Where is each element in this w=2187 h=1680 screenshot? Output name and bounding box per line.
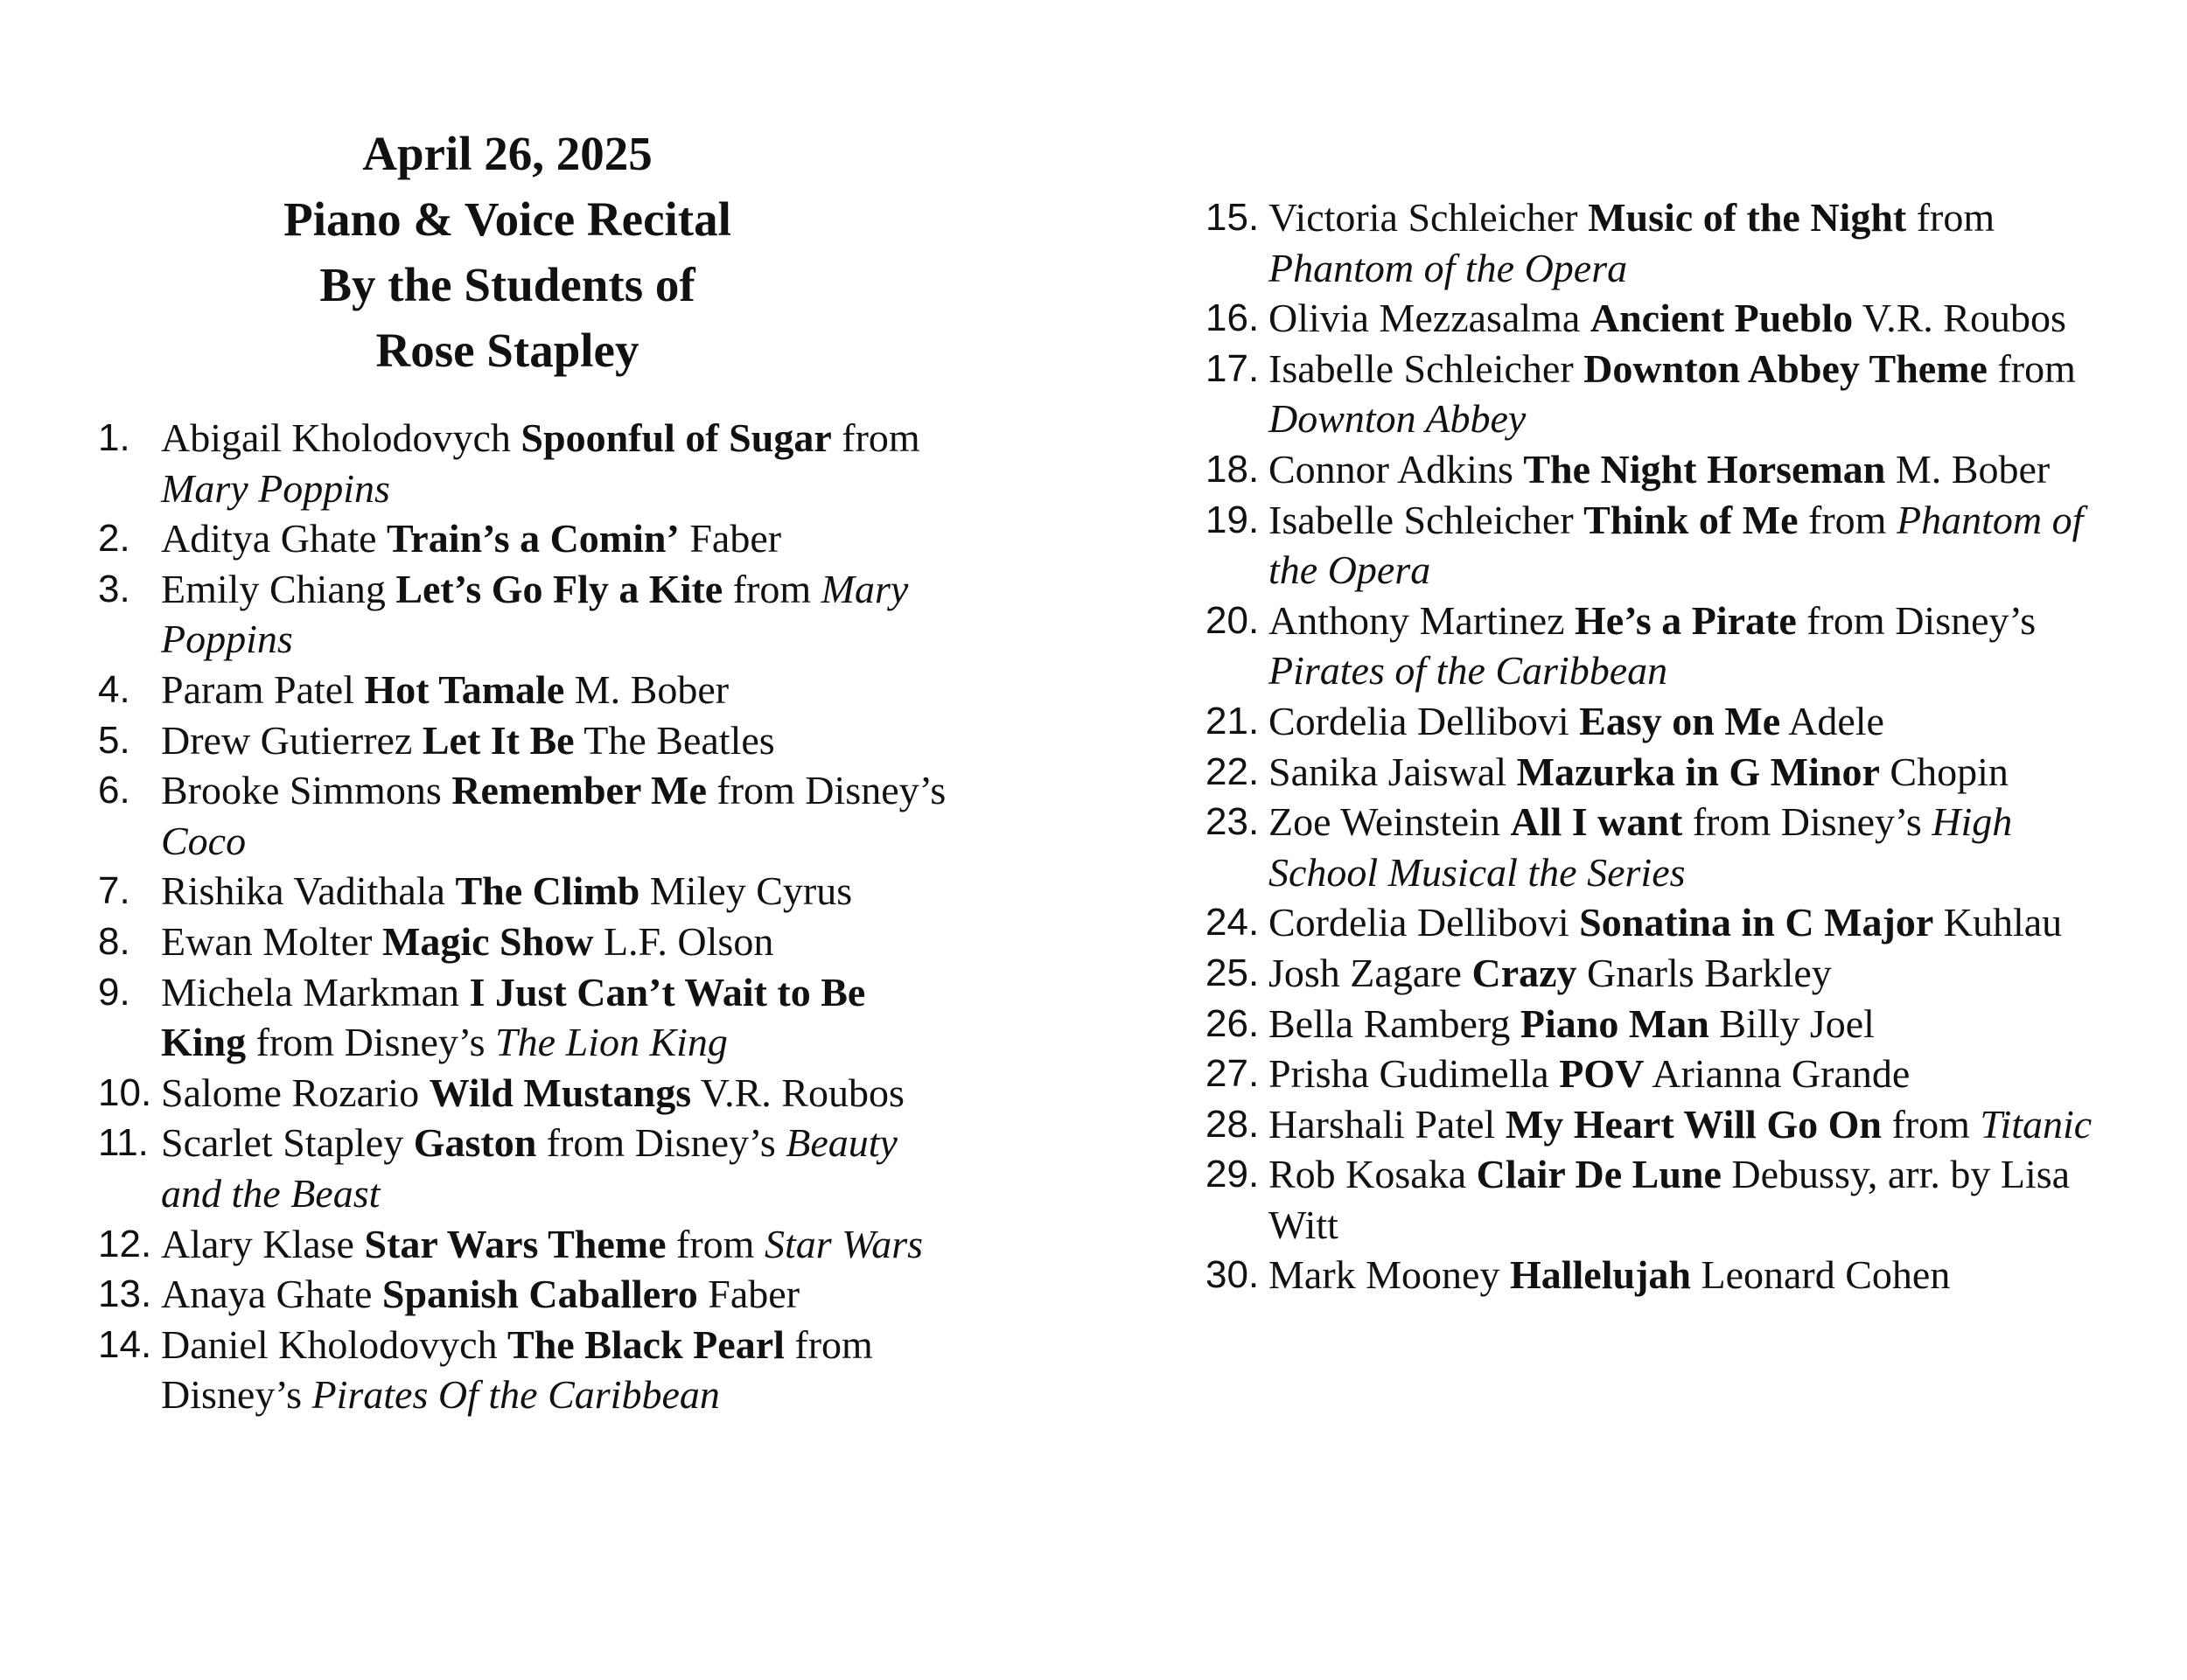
- piece-title: Ancient Pueblo: [1590, 296, 1854, 341]
- source-title: Pirates Of the Caribbean: [311, 1372, 720, 1418]
- recital-title: Piano & Voice Recital: [283, 192, 731, 246]
- item-number: 27.: [1205, 1052, 1260, 1096]
- performer-text: Rishika Vadithala: [161, 868, 456, 914]
- item-number: 7.: [98, 869, 130, 913]
- performer-text: Michela Markman: [161, 969, 470, 1014]
- piece-title: The Black Pearl: [507, 1321, 785, 1367]
- piece-title: Let’s Go Fly a Kite: [395, 566, 723, 611]
- source-title: The Lion King: [495, 1020, 728, 1065]
- item-number: 3.: [98, 567, 130, 610]
- performer-text: Brooke Simmons: [161, 768, 452, 813]
- program-list-left: [98, 413, 955, 1420]
- performer-text: Leonard Cohen: [1691, 1252, 1951, 1298]
- performer-text: from Disney’s: [161, 1321, 873, 1418]
- source-title: Mary Poppins: [161, 465, 390, 511]
- performer-text: from Disney’s: [706, 768, 947, 813]
- program-item: [98, 1269, 955, 1320]
- source-title: Pirates of the Caribbean: [1268, 648, 1668, 694]
- item-number: 29.: [1205, 1153, 1260, 1196]
- item-number: 13.: [98, 1272, 152, 1316]
- piece-title: Piano Man: [1520, 1000, 1709, 1046]
- program-item: [1205, 596, 2124, 696]
- piece-title: Music of the Night: [1588, 195, 1907, 240]
- performer-text: Cordelia Dellibovi: [1268, 900, 1580, 945]
- piece-title: Let It Be: [422, 717, 575, 763]
- program-item: [98, 917, 955, 967]
- performer-text: from: [1906, 195, 1995, 240]
- item-number: 22.: [1205, 749, 1260, 793]
- source-title: Phantom of the Opera: [1268, 245, 1628, 290]
- teacher-name: Rose Stapley: [375, 324, 639, 377]
- piece-title: Clair De Lune: [1476, 1152, 1722, 1197]
- item-number: 12.: [98, 1222, 152, 1265]
- recital-byline: By the Students of: [319, 258, 695, 311]
- item-number: 25.: [1205, 951, 1260, 994]
- piece-title: I Just Can’t Wait to Be King: [161, 969, 866, 1065]
- piece-title: Sonatina in C Major: [1579, 900, 1934, 945]
- item-number: 28.: [1205, 1102, 1260, 1146]
- item-number: 24.: [1205, 901, 1260, 945]
- piece-title: Star Wars Theme: [364, 1221, 667, 1266]
- performer-text: Isabelle Schleicher: [1268, 345, 1584, 391]
- item-number: 19.: [1205, 498, 1260, 541]
- performer-text: Drew Gutierrez: [161, 717, 423, 763]
- piece-title: Think of Me: [1583, 497, 1799, 542]
- performer-text: from Disney’s: [246, 1020, 496, 1065]
- source-title: Star Wars: [764, 1221, 924, 1266]
- item-number: 6.: [98, 769, 130, 812]
- performer-text: from: [831, 415, 920, 460]
- performer-text: Param Patel: [161, 666, 365, 712]
- item-number: 11.: [98, 1121, 149, 1165]
- program-item: [98, 413, 955, 513]
- piece-title: POV: [1559, 1051, 1645, 1097]
- performer-text: Ewan Molter: [161, 918, 382, 964]
- piece-title: Mazurka in G Minor: [1516, 749, 1880, 794]
- performer-text: from: [1881, 1101, 1981, 1147]
- performer-text: Cordelia Dellibovi: [1268, 698, 1580, 743]
- performer-text: Prisha Gudimella: [1268, 1051, 1560, 1097]
- program-item: [98, 1320, 955, 1420]
- item-number: 16.: [1205, 296, 1260, 340]
- performer-text: Chopin: [1879, 749, 2009, 794]
- performer-text: Scarlet Stapley: [161, 1120, 414, 1166]
- performer-text: L.F. Olson: [593, 918, 774, 964]
- item-number: 8.: [98, 919, 130, 963]
- item-number: 2.: [98, 517, 130, 561]
- piece-title: Downton Abbey Theme: [1583, 345, 1988, 391]
- performer-text: Adele: [1780, 698, 1884, 743]
- program-item: [1205, 293, 2124, 344]
- piece-title: All I want: [1510, 799, 1683, 845]
- piece-title: Crazy: [1471, 950, 1577, 995]
- performer-text: M. Bober: [1885, 446, 2051, 491]
- performer-text: The Beatles: [574, 717, 775, 763]
- program-item: [98, 564, 955, 665]
- performer-text: from Disney’s: [1682, 799, 1932, 845]
- performer-text: Anthony Martinez: [1268, 597, 1576, 643]
- program-item: [98, 1219, 955, 1270]
- performer-text: Salome Rozario: [161, 1070, 430, 1115]
- item-number: 26.: [1205, 1001, 1260, 1045]
- item-number: 9.: [98, 970, 130, 1014]
- program-item: [98, 967, 955, 1068]
- program-item: [98, 665, 955, 715]
- piece-title: The Night Horseman: [1523, 446, 1886, 491]
- performer-text: from: [1987, 345, 2076, 391]
- program-item: [98, 513, 955, 564]
- piece-title: Train’s a Comin’: [387, 516, 680, 561]
- piece-title: Magic Show: [381, 918, 594, 964]
- piece-title: Hallelujah: [1509, 1252, 1691, 1298]
- piece-title: Gaston: [413, 1120, 537, 1166]
- performer-text: V.R. Roubos: [691, 1070, 905, 1115]
- performer-text: Zoe Weinstein: [1268, 799, 1511, 845]
- performer-text: Kuhlau: [1933, 900, 2063, 945]
- piece-title: Remember Me: [451, 768, 707, 813]
- performer-text: Billy Joel: [1708, 1000, 1875, 1046]
- performer-text: Bella Ramberg: [1268, 1000, 1520, 1046]
- performer-text: M. Bober: [564, 666, 730, 712]
- performer-text: from Disney’s: [1796, 597, 2037, 643]
- program-list-right: [1205, 192, 2124, 1300]
- program-item: [1205, 999, 2124, 1049]
- program-item: [1205, 192, 2124, 293]
- performer-text: from: [1798, 497, 1897, 542]
- item-number: 15.: [1205, 196, 1260, 239]
- performer-text: Josh Zagare: [1268, 950, 1472, 995]
- piece-title: Wild Mustangs: [429, 1070, 692, 1115]
- performer-text: Connor Adkins: [1268, 446, 1524, 491]
- performer-text: Daniel Kholodovych: [161, 1321, 508, 1367]
- recital-date: April 26, 2025: [362, 127, 653, 180]
- program-item: [1205, 747, 2124, 798]
- program-item: [98, 715, 955, 766]
- program-item: [1205, 797, 2124, 897]
- source-title: Mary Poppins: [161, 566, 909, 662]
- item-number: 14.: [98, 1322, 152, 1366]
- piece-title: My Heart Will Go On: [1505, 1101, 1882, 1147]
- program-item: [1205, 444, 2124, 495]
- performer-text: Olivia Mezzasalma: [1268, 296, 1590, 341]
- piece-title: Spoonful of Sugar: [521, 415, 832, 460]
- program-item: [1205, 1049, 2124, 1099]
- performer-text: Faber: [679, 516, 782, 561]
- performer-text: from: [666, 1221, 765, 1266]
- performer-text: Faber: [697, 1272, 800, 1317]
- item-number: 17.: [1205, 346, 1260, 390]
- performer-text: Sanika Jaiswal: [1268, 749, 1517, 794]
- program-item: [1205, 1250, 2124, 1300]
- performer-text: from Disney’s: [536, 1120, 786, 1166]
- item-number: 21.: [1205, 699, 1260, 742]
- performer-text: Abigail Kholodovych: [161, 415, 521, 460]
- program-heading: [157, 121, 857, 383]
- performer-text: Arianna Grande: [1644, 1051, 1911, 1097]
- program-item: [1205, 344, 2124, 444]
- program-item: [1205, 495, 2124, 596]
- program-item: [98, 866, 955, 917]
- performer-text: Harshali Patel: [1268, 1101, 1506, 1147]
- program-item: [98, 1068, 955, 1119]
- program-item: [98, 1118, 955, 1218]
- source-title: Beauty and the Beast: [161, 1120, 898, 1216]
- source-title: Titanic: [1980, 1101, 2093, 1147]
- item-number: 4.: [98, 667, 130, 711]
- program-item: [1205, 948, 2124, 999]
- performer-text: Mark Mooney: [1268, 1252, 1510, 1298]
- item-number: 30.: [1205, 1253, 1260, 1297]
- performer-text: Victoria Schleicher: [1268, 195, 1589, 240]
- program-item: [1205, 897, 2124, 948]
- performer-text: Isabelle Schleicher: [1268, 497, 1584, 542]
- source-title: High School Musical the Series: [1268, 799, 2013, 895]
- program-item: [1205, 696, 2124, 747]
- performer-text: Alary Klase: [161, 1221, 365, 1266]
- item-number: 23.: [1205, 800, 1260, 844]
- performer-text: Miley Cyrus: [639, 868, 853, 914]
- item-number: 20.: [1205, 598, 1260, 642]
- item-number: 1.: [98, 416, 130, 459]
- piece-title: He’s a Pirate: [1575, 597, 1797, 643]
- performer-text: V.R. Roubos: [1853, 296, 2066, 341]
- performer-text: Anaya Ghate: [161, 1272, 382, 1317]
- item-number: 10.: [98, 1070, 152, 1114]
- source-title: Downton Abbey: [1268, 396, 1527, 442]
- performer-text: Gnarls Barkley: [1576, 950, 1832, 995]
- piece-title: Easy on Me: [1579, 698, 1781, 743]
- performer-text: Debussy, arr. by Lisa Witt: [1268, 1152, 2071, 1247]
- piece-title: Hot Tamale: [364, 666, 565, 712]
- performer-text: Rob Kosaka: [1268, 1152, 1477, 1197]
- program-item: [1205, 1099, 2124, 1150]
- program-item: [1205, 1149, 2124, 1250]
- source-title: Phantom of the Opera: [1268, 497, 2084, 593]
- source-title: Coco: [161, 818, 247, 863]
- item-number: 18.: [1205, 447, 1260, 491]
- piece-title: Spanish Caballero: [381, 1272, 698, 1317]
- performer-text: from: [723, 566, 821, 611]
- item-number: 5.: [98, 718, 130, 762]
- performer-text: Emily Chiang: [161, 566, 396, 611]
- program-item: [98, 765, 955, 866]
- piece-title: The Climb: [455, 868, 640, 914]
- performer-text: Aditya Ghate: [161, 516, 388, 561]
